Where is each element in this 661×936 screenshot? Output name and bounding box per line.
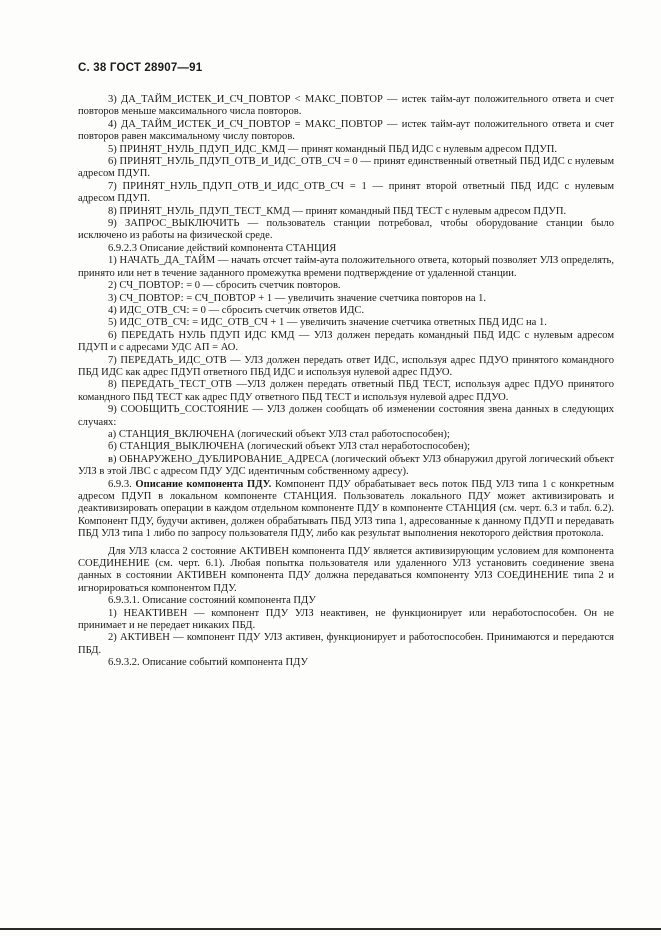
list-item: а) СТАНЦИЯ_ВКЛЮЧЕНА (логический объект УЛЗ стал работоспособен); [108,428,450,440]
page-bottom-edge [0,928,661,930]
paragraph: 4) ИДС_ОТВ_СЧ: = 0 — сбросить счетчик ответов ИДС. [108,304,365,316]
section-body: Компонент ПДУ обрабатывает весь поток ПБД УЛЗ типа 1 с конкретным адресом ПДУП в локальном компоненте СТАНЦИЯ. Пользователь локального ПДУ может активизировать и деактивизировать операции в каждом отдельном компоненте ПДУ в компоненте СТАНЦИЯ (см. черт. 6.3 и табл. 6.2). Компонент ПДУ, будучи активен, должен обрабатывать ПБД УЛЗ типа 1, адресованные к данному ПДУП и передавать ПБД УЛЗ типа 1 либо по запросу пользователя ПДУ, либо как результат выполнения некоторого действия протокола. [78,478,615,540]
page-header: С. 38 ГОСТ 28907—91 [78,62,203,74]
paragraph: 1) НЕАКТИВЕН — компонент ПДУ УЛЗ неактивен, не функционирует или неработоспособен. Он не принимает и не передает никаких ПБД. [78,607,614,632]
paragraph: 2) АКТИВЕН — компонент ПДУ УЛЗ активен, функционирует и работоспособен. Принимаются и передаются ПБД. [78,632,614,656]
section-heading: 6.9.3.2. Описание событий компонента ПДУ [108,657,308,669]
section-heading-number: 6.9.3. [108,478,132,490]
paragraph: 3) ДА_ТАЙМ_ИСТЕК_И_СЧ_ПОВТОР < МАКС_ПОВТОР — истек тайм-аут положительного ответа и счет повторов меньше максимального числа повторов. [78,94,614,118]
section-heading: 6.9.3.1. Описание состояний компонента ПДУ [108,595,316,607]
paragraph: Для УЛЗ класса 2 состояние АКТИВЕН компонента ПДУ является активизирующим условием для компонента СОЕДИНЕНИЕ (см. черт. 6.1). Любая попытка пользователя или удаленного УЛЗ установить соединение звена данных в состоянии АКТИВЕН компонента ПДУ должна передаваться компоненту УЛЗ СОЕДИНЕНИЕ типа 2 и игнорироваться компонентом ПДУ. [78,545,614,594]
paragraph: 7) ПЕРЕДАТЬ_ИДС_ОТВ — УЛЗ должен передать ответ ИДС, используя адрес ПДУО принятого командного ПБД ИДС как адрес ПДУП ответного ПБД ИДС и используя нулевой адрес ПДУО. [78,354,614,378]
list-item: б) СТАНЦИЯ_ВЫКЛЮЧЕНА (логический объект УЛЗ стал неработоспособен); [108,441,471,453]
paragraph: 7) ПРИНЯТ_НУЛЬ_ПДУП_ОТВ_И_ИДС_ОТВ_СЧ = 1 — принят второй ответный ПБД ИДС с нулевым адресом ПДУП. [78,180,614,205]
paragraph: 9) СООБЩИТЬ_СОСТОЯНИЕ — УЛЗ должен сообщать об изменении состояния звена данных в следующих случаях: [78,404,614,428]
section-heading-title: Описание компонента ПДУ. [135,478,272,490]
paragraph: 2) СЧ_ПОВТОР: = 0 — сбросить счетчик повторов. [108,280,341,292]
paragraph: 6) ПРИНЯТ_НУЛЬ_ПДУП_ОТВ_И_ИДС_ОТВ_СЧ = 0 — принят единственный ответный ПБД ИДС с нулевым адресом ПДУП. [78,156,614,180]
paragraph: 5) ИДС_ОТВ_СЧ: = ИДС_ОТВ_СЧ + 1 — увеличить значение счетчика ответных ПБД ИДС на 1. [108,317,547,329]
list-item: в) ОБНАРУЖЕНО_ДУБЛИРОВАНИЕ_АДРЕСА (логический объект УЛЗ обнаружил другой логический объект УЛЗ в этой ЛВС с адресом ПДУ УДС идентичным собственному адресу). [78,453,614,478]
paragraph: 3) СЧ_ПОВТОР: = СЧ_ПОВТОР + 1 — увеличить значение счетчика повторов на 1. [108,292,487,304]
paragraph: 1) НАЧАТЬ_ДА_ТАЙМ — начать отсчет тайм-аута положительного ответа, который позволяет УЛЗ определять, принято или нет в течение заданного промежутка времени подтверждение от удаленной станции. [78,255,614,279]
paragraph: 4) ДА_ТАЙМ_ИСТЕК_И_СЧ_ПОВТОР = МАКС_ПОВТОР — истек тайм-аут положительного ответа и счет повторов равен максимальному числу повторов. [78,118,614,143]
section-heading: 6.9.2.3 Описание действий компонента СТАНЦИЯ [108,242,337,254]
paragraph: 6) ПЕРЕДАТЬ НУЛЬ ПДУП ИДС КМД — УЛЗ должен передать командный ПБД ИДС с нулевым адресом ПДУП и с адресами УДС АП = АО. [78,329,614,354]
paragraph: 8) ПРИНЯТ_НУЛЬ_ПДУП_ТЕСТ_КМД — принят командный ПБД ТЕСТ с нулевым адресом ПДУП. [108,205,567,217]
section-6-9-3 [78,479,614,541]
paragraph: 9) ЗАПРОС_ВЫКЛЮЧИТЬ — пользователь станции потребовал, чтобы оборудование станции было исключено из работы на физической среде. [78,218,614,242]
paragraph: 5) ПРИНЯТ_НУЛЬ_ПДУП_ИДС_КМД — принят командный ПБД ИДС с нулевым адресом ПДУП. [108,143,558,155]
paragraph: 8) ПЕРЕДАТЬ_ТЕСТ_ОТВ —УЛЗ должен передать ответный ПБД ТЕСТ, используя адрес ПДУО принятого командного ПБД ТЕСТ как адрес ПДУ ответного ПБД ТЕСТ и используя нулевой адрес ПДУО. [78,379,614,403]
document-body [78,94,614,670]
